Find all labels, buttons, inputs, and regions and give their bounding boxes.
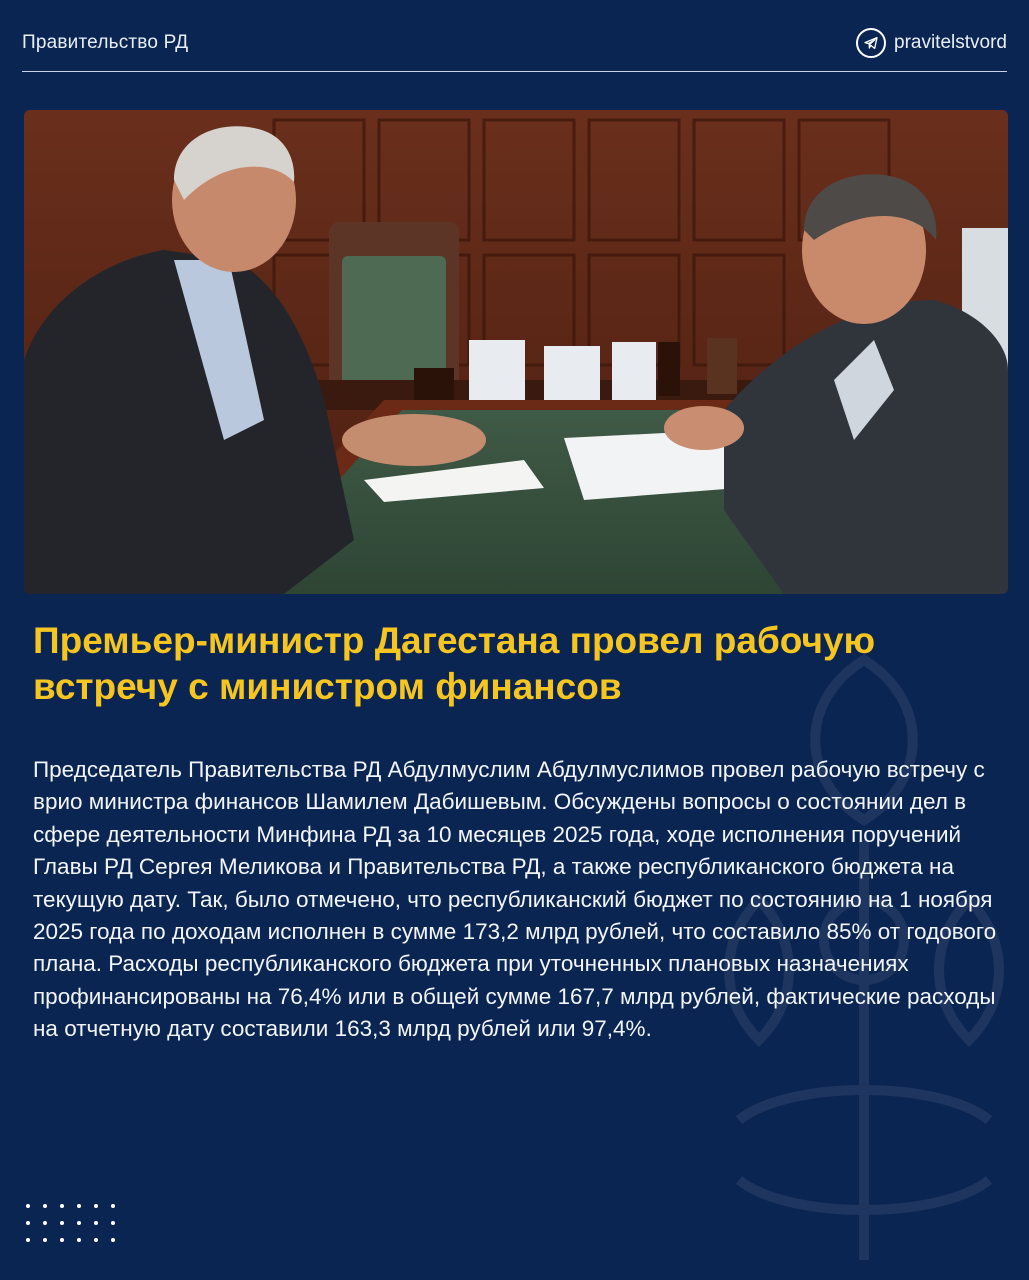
dot bbox=[111, 1204, 115, 1208]
dot bbox=[111, 1221, 115, 1225]
telegram-channel-link[interactable] bbox=[856, 28, 1007, 58]
dot bbox=[26, 1221, 30, 1225]
dot bbox=[43, 1204, 47, 1208]
dot bbox=[43, 1221, 47, 1225]
telegram-icon bbox=[856, 28, 886, 58]
dot bbox=[60, 1238, 64, 1242]
header-divider bbox=[22, 71, 1007, 72]
dot bbox=[77, 1221, 81, 1225]
dot bbox=[111, 1238, 115, 1242]
article-body: Председатель Правительства РД Абдулмуслим Абдулмуслимов провел рабочую встречу с врио министра финансов Шамилем Дабишевым. Обсуждены вопросы о состоянии дел в сфере деятельности Минфина РД за 10 месяцев 2025 года, ходе исполнения поручений Главы РД Сергея Меликова и Правительства РД, а также республиканского бюджета на текущую дату. Так, было отмечено, что республиканский бюджет по состоянию на 1 ноября 2025 года по доходам исполнен в сумме 173,2 млрд рублей, что составило 85% от годового плана. Расходы республиканского бюджета при уточненных плановых назначениях профинансированы на 76,4% или в общей сумме 167,7 млрд рублей, фактические расходы на отчетную дату составили 163,3 млрд рублей или 97,4%. bbox=[33, 757, 997, 1042]
channel-name: pravitelstvord bbox=[894, 32, 1007, 53]
dot bbox=[94, 1238, 98, 1242]
dot bbox=[77, 1238, 81, 1242]
dot bbox=[60, 1204, 64, 1208]
brand-label: Правительство РД bbox=[22, 32, 189, 53]
article-title: Премьер-министр Дагестана провел рабочую встречу с министром финансов bbox=[33, 620, 876, 707]
dot bbox=[26, 1204, 30, 1208]
header bbox=[22, 26, 1007, 66]
dot bbox=[77, 1204, 81, 1208]
dot bbox=[94, 1204, 98, 1208]
dot bbox=[26, 1238, 30, 1242]
decorative-dots bbox=[26, 1204, 126, 1254]
dot bbox=[43, 1238, 47, 1242]
dot bbox=[94, 1221, 98, 1225]
meeting-photo bbox=[24, 110, 1008, 594]
dot bbox=[60, 1221, 64, 1225]
